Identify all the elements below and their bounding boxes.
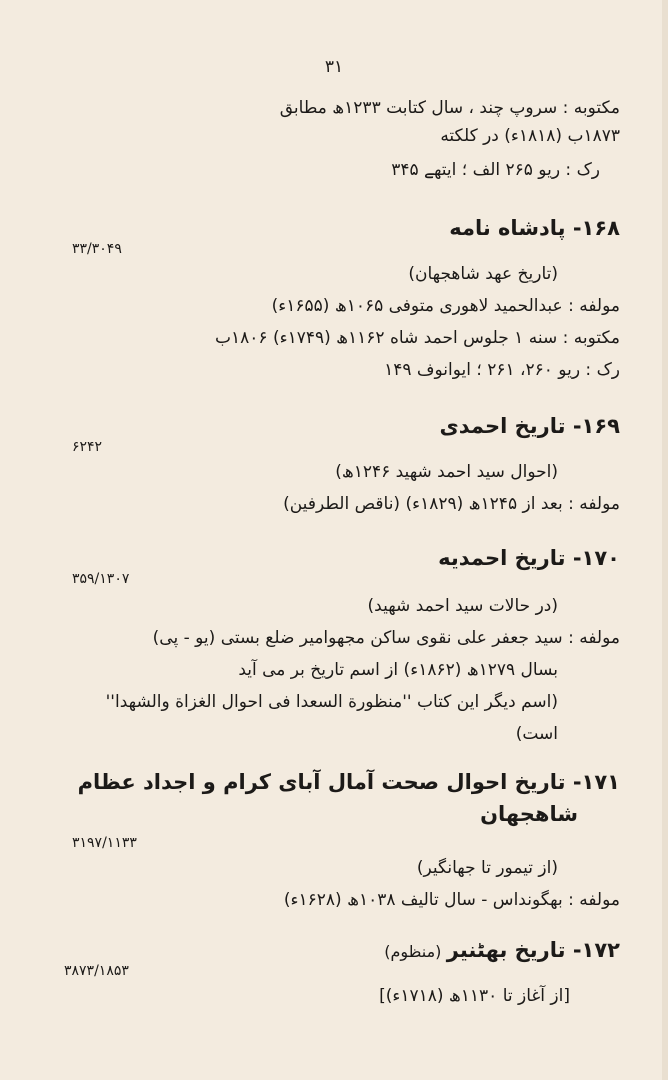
top-entry-line-2: ۱۸۷۳ب (۱۸۱۸ء) در کلکته: [440, 126, 620, 146]
entry-170-ref: ۳۵۹/۱۳۰۷: [72, 571, 130, 587]
entry-168-line-3: مکتوبه : سنه ۱ جلوس احمد شاه ۱۱۶۲ھ (۱۷۴۹ء) ۱۸۰۶ب: [215, 328, 620, 348]
entry-170-heading: ۱۷۰- تاریخ احمدیه: [438, 546, 620, 570]
page-edge: [662, 0, 668, 1080]
entry-169-heading: ۱۶۹- تاریخ احمدی: [439, 414, 620, 438]
entry-172-heading-row: [384, 936, 620, 964]
entry-170-line-5: است): [515, 724, 558, 744]
entry-169-ref: ۶۲۴۲: [72, 439, 103, 455]
entry-171-heading: ۱۷۱- تاریخ احوال صحت آمال آبای کرام و اجداد عظام: [77, 770, 620, 794]
entry-171-line-1: (از تیمور تا جهانگیر): [416, 858, 558, 878]
entry-169-line-1: (احوال سید احمد شهید ۱۲۴۶ھ): [335, 462, 558, 482]
entry-171-heading-cont: شاهجهان: [480, 802, 578, 826]
entry-172-ref: ۳۸۷۳/۱۸۵۳: [64, 963, 129, 979]
entry-172-heading-note: (منظوم): [384, 942, 442, 961]
entry-168-heading: ۱۶۸- پادشاه نامه: [449, 216, 620, 240]
entry-168-line-2: مولفه : عبدالحمید لاهوری متوفی ۱۰۶۵ھ (۱۶۵۵ء): [271, 296, 620, 316]
entry-170-line-4: (اسم دیگر این کتاب ''منظورة السعدا فی احوال الغزاة والشهدا'': [105, 692, 558, 712]
entry-170-line-1: (در حالات سید احمد شهید): [367, 596, 558, 616]
entry-172-line-1: [از آغاز تا ۱۱۳۰ھ (۱۷۱۸ء)]: [379, 986, 570, 1006]
entry-172-heading: ۱۷۲- تاریخ بهٹنیر: [446, 938, 620, 962]
top-entry-line-1: مکتوبه : سروپ چند ، سال کتابت ۱۲۳۳ھ مطابق: [279, 98, 620, 118]
entry-170-line-3: بسال ۱۲۷۹ھ (۱۸۶۲ء) از اسم تاریخ بر می آید: [238, 660, 558, 680]
entry-168-line-4: رک : ریو ۲۶۰، ۲۶۱ ؛ ایوانوف ۱۴۹: [384, 360, 620, 380]
entry-169-line-2: مولفه : بعد از ۱۲۴۵ھ (۱۸۲۹ء) (ناقص الطرفین): [283, 494, 620, 514]
entry-171-line-2: مولفه : بهگونداس - سال تالیف ۱۰۳۸ھ (۱۶۲۸ء): [283, 890, 620, 910]
entry-168-line-1: (تاریخ عهد شاهجهان): [408, 264, 558, 284]
entry-168-ref: ۳۳/۳۰۴۹: [72, 241, 122, 257]
top-entry-line-3: رک : ریو ۲۶۵ الف ؛ ایتھے ۳۴۵: [391, 160, 600, 180]
entry-171-ref: ۳۱۹۷/۱۱۳۳: [72, 835, 137, 851]
page-number: ۳۱: [324, 57, 344, 77]
entry-170-line-2: مولفه : سید جعفر علی نقوی ساکن مجهوامیر ضلع بستی (یو - پی): [152, 628, 620, 648]
